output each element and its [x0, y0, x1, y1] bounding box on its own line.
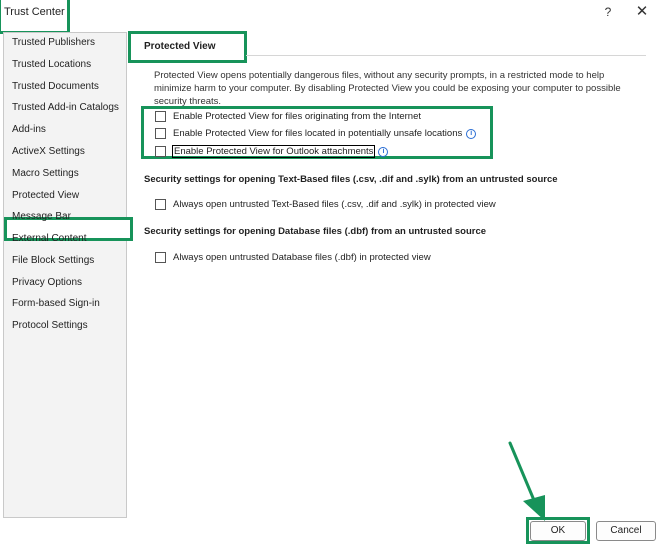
- info-icon[interactable]: i: [466, 129, 476, 139]
- sidebar-item-activex-settings[interactable]: ActiveX Settings: [12, 146, 85, 157]
- title-bar: [0, 0, 664, 32]
- cancel-button[interactable]: Cancel: [596, 521, 656, 541]
- protected-view-description: Protected View opens potentially dangerous files, without any security prompts, in a restricted mode to help minimize harm to your computer. By disabling Protected View you could be exposing your computer to possible security threats.: [154, 70, 621, 107]
- sidebar-item-file-block-settings[interactable]: File Block Settings: [12, 255, 95, 266]
- ok-button[interactable]: OK: [530, 521, 586, 541]
- option-outlook-attachments-label: Enable Protected View for Outlook attachments: [174, 146, 374, 157]
- sidebar-item-add-ins[interactable]: Add-ins: [12, 124, 46, 135]
- section-divider: [246, 55, 646, 56]
- sidebar-item-privacy-options[interactable]: Privacy Options: [12, 277, 83, 288]
- sidebar-item-trusted-documents[interactable]: Trusted Documents: [12, 81, 99, 92]
- close-button[interactable]: ✕: [635, 3, 649, 20]
- option-outlook-attachments[interactable]: [155, 146, 388, 157]
- info-icon[interactable]: i: [378, 147, 388, 157]
- option-database-files-label: Always open untrusted Database files (.dbf) in protected view: [173, 252, 431, 263]
- checkbox-database-files[interactable]: [155, 252, 166, 263]
- option-unsafe-locations-label: Enable Protected View for files located in potentially unsafe locations: [173, 128, 463, 139]
- annotation-arrow-icon: [498, 437, 558, 527]
- option-internet-files-label: Enable Protected View for files originating from the Internet: [173, 111, 422, 122]
- section-title: Protected View: [144, 41, 216, 52]
- sidebar-item-form-based-sign-in[interactable]: Form-based Sign-in: [12, 298, 100, 309]
- checkbox-text-files[interactable]: [155, 199, 166, 210]
- option-internet-files[interactable]: [155, 111, 421, 122]
- sidebar-item-protocol-settings[interactable]: Protocol Settings: [12, 320, 88, 331]
- window-title: Trust Center: [4, 6, 65, 18]
- database-files-heading: Security settings for opening Database files (.dbf) from an untrusted source: [144, 226, 487, 237]
- text-files-heading: Security settings for opening Text-Based files (.csv, .dif and .sylk) from an untrusted source: [144, 174, 558, 185]
- checkbox-unsafe-locations[interactable]: [155, 128, 166, 139]
- sidebar-item-message-bar[interactable]: Message Bar: [12, 211, 71, 222]
- sidebar-item-trusted-publishers[interactable]: Trusted Publishers: [12, 37, 95, 48]
- sidebar-item-protected-view[interactable]: Protected View: [12, 190, 80, 201]
- sidebar: [3, 32, 127, 518]
- option-unsafe-locations[interactable]: [155, 128, 476, 139]
- checkbox-outlook-attachments[interactable]: [155, 146, 166, 157]
- sidebar-item-trusted-add-in-catalogs[interactable]: Trusted Add-in Catalogs: [12, 102, 119, 113]
- title-highlight-box: [0, 0, 70, 34]
- option-text-files[interactable]: [155, 199, 496, 210]
- sidebar-item-macro-settings[interactable]: Macro Settings: [12, 168, 79, 179]
- sidebar-item-trusted-locations[interactable]: Trusted Locations: [12, 59, 92, 70]
- option-database-files[interactable]: [155, 252, 431, 263]
- help-button[interactable]: ?: [604, 5, 612, 19]
- option-text-files-label: Always open untrusted Text-Based files (.csv, .dif and .sylk) in protected view: [173, 199, 496, 210]
- sidebar-item-external-content[interactable]: External Content: [12, 233, 87, 244]
- checkbox-internet-files[interactable]: [155, 111, 166, 122]
